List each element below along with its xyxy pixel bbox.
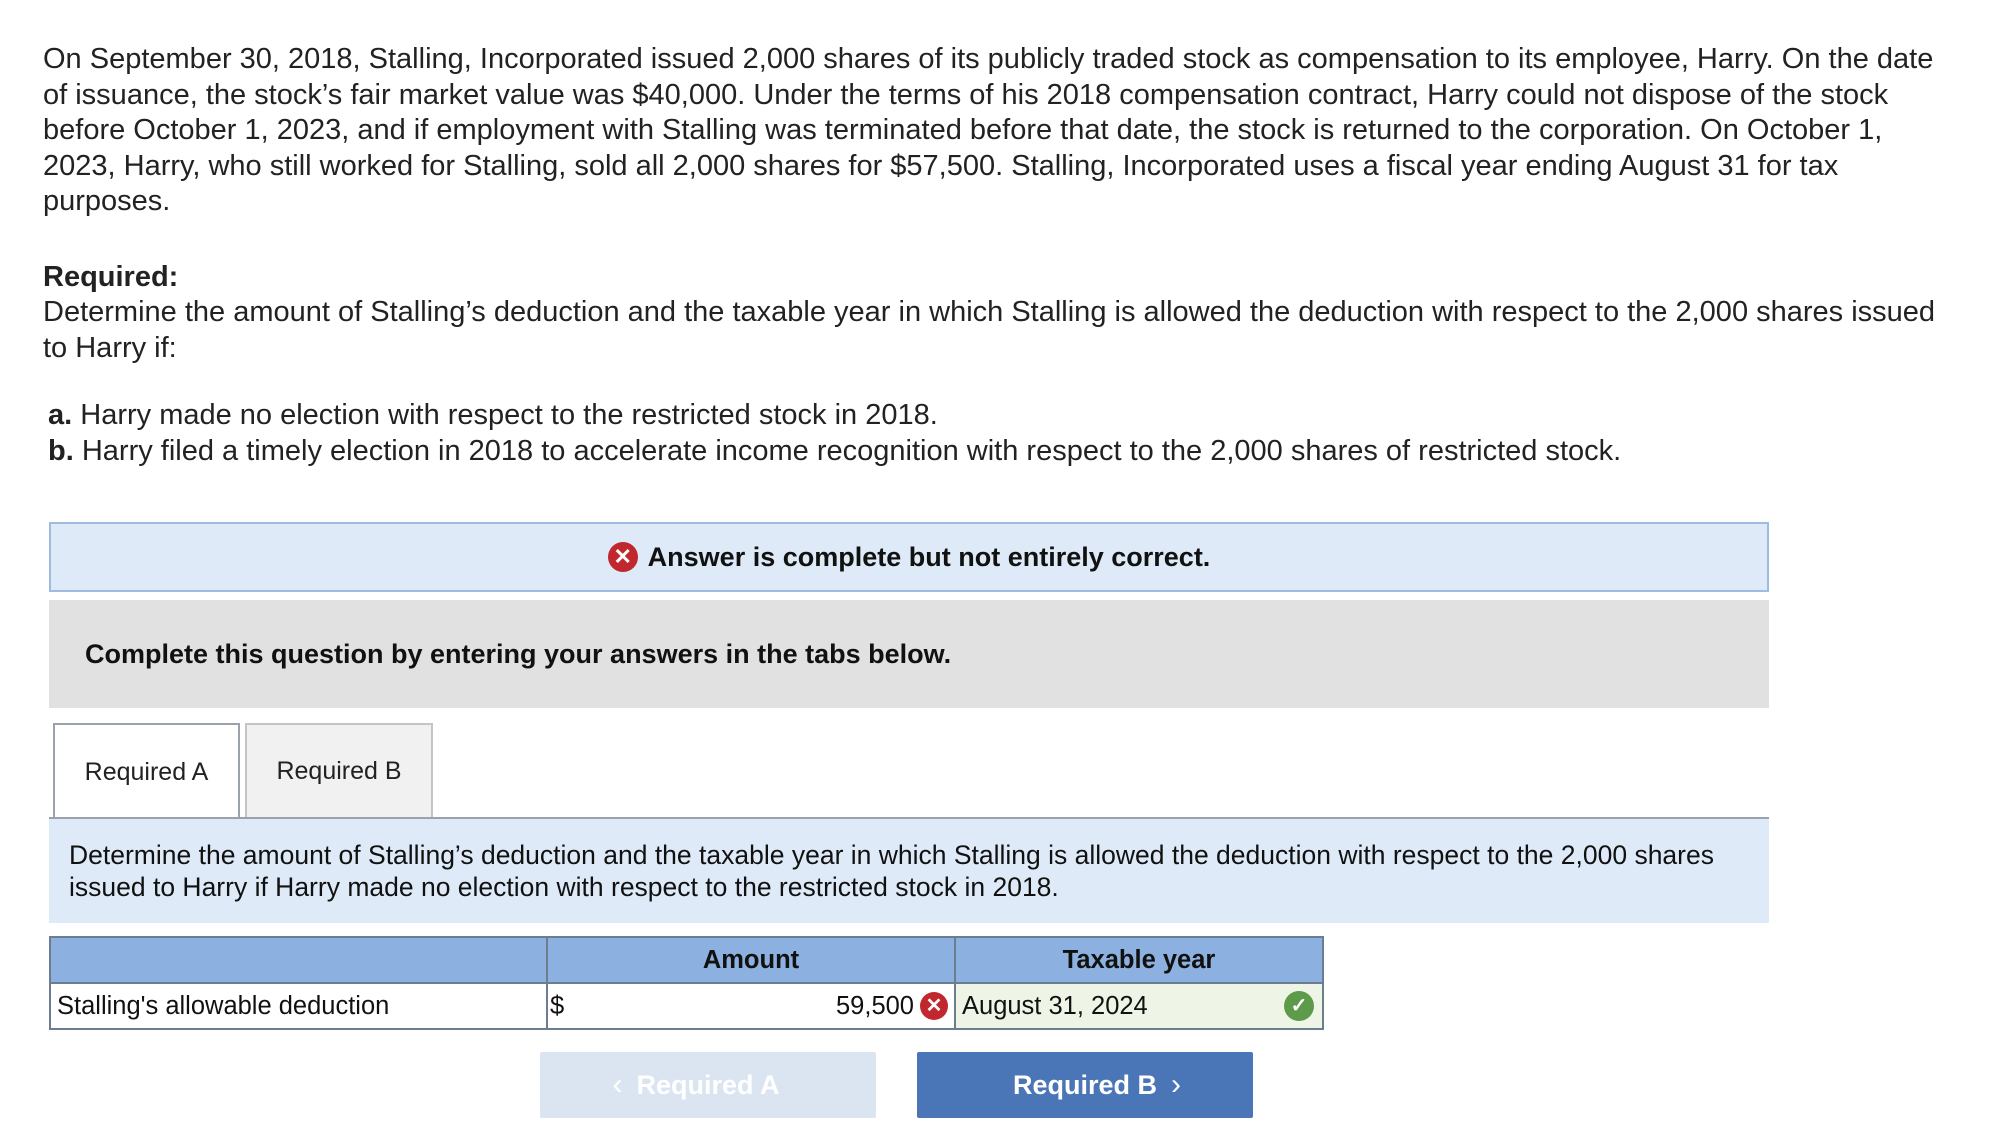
part-b-letter: b. bbox=[48, 435, 74, 467]
taxable-year-value: August 31, 2024 bbox=[962, 991, 1148, 1020]
table-header-row bbox=[50, 937, 1323, 983]
tab-required-b[interactable] bbox=[245, 723, 433, 819]
table-header-amount: Amount bbox=[547, 937, 955, 983]
part-b-text: Harry filed a timely election in 2018 to accelerate income recognition with respect to the 2,000 shares of restricted stock. bbox=[81, 435, 1622, 467]
part-b bbox=[48, 434, 1621, 469]
instructions-text: Complete this question by entering your answers in the tabs below. bbox=[85, 638, 952, 669]
taxable-year-cell bbox=[955, 983, 1323, 1029]
required-text: Determine the amount of Stalling’s deduction and the taxable year in which Stalling is allowed the deduction with respect to the 2,000 shares issued to Harry if: bbox=[43, 296, 1936, 364]
x-circle-icon: ✕ bbox=[608, 542, 638, 572]
taxable-year-dropdown[interactable] bbox=[956, 984, 1322, 1028]
tab-required-a[interactable] bbox=[53, 723, 240, 820]
chevron-right-icon: › bbox=[1171, 1068, 1182, 1101]
prev-required-a-button[interactable] bbox=[540, 1052, 876, 1118]
instructions-panel bbox=[49, 600, 1769, 708]
part-a-text: Harry made no election with respect to the restricted stock in 2018. bbox=[80, 399, 938, 431]
answer-table bbox=[49, 936, 1324, 1030]
question-intro: On September 30, 2018, Stalling, Incorporated issued 2,000 shares of its publicly traded stock as compensation to its employee, Harry. On the date of issuance, the stock’s fair market value was $40,000. Under the terms of his 2018 compensation contract, Harry could not dispose of the stock before October 1, 2023, and if employment with Stalling was terminated before that date, the stock is returned to the corporation. On October 1, 2023, Harry, who still worked for Stalling, sold all 2,000 shares for $57,500. Stalling, Incorporated uses a fiscal year ending August 31 for tax purposes. bbox=[43, 43, 1934, 217]
table-header-blank bbox=[50, 937, 547, 983]
table-header-taxable-year: Taxable year bbox=[955, 937, 1323, 983]
part-a-letter: a. bbox=[48, 399, 73, 431]
prev-button-label: Required A bbox=[636, 1069, 780, 1100]
next-required-b-button[interactable] bbox=[917, 1052, 1253, 1118]
feedback-message: Answer is complete but not entirely correct. bbox=[647, 541, 1211, 572]
tab-required-a-label: Required A bbox=[84, 758, 209, 786]
chevron-left-icon: ‹ bbox=[612, 1068, 623, 1101]
row-label: Stalling's allowable deduction bbox=[50, 983, 547, 1029]
next-button-label: Required B bbox=[1012, 1069, 1158, 1100]
feedback-banner bbox=[49, 522, 1769, 592]
incorrect-x-icon: ✕ bbox=[920, 992, 948, 1020]
tab-description: Determine the amount of Stalling’s deduction and the taxable year in which Stalling is allowed the deduction with respect to the 2,000 shares issued to Harry if Harry made no election with respect to the restricted stock in 2018. bbox=[49, 819, 1769, 923]
amount-input[interactable] bbox=[580, 991, 920, 1022]
table-row bbox=[50, 983, 1323, 1029]
part-a bbox=[48, 398, 938, 433]
required-heading: Required: bbox=[43, 261, 179, 293]
amount-cell bbox=[547, 983, 955, 1029]
currency-symbol: $ bbox=[550, 991, 565, 1020]
correct-check-icon: ✓ bbox=[1284, 991, 1314, 1021]
tab-required-b-label: Required B bbox=[276, 756, 402, 785]
